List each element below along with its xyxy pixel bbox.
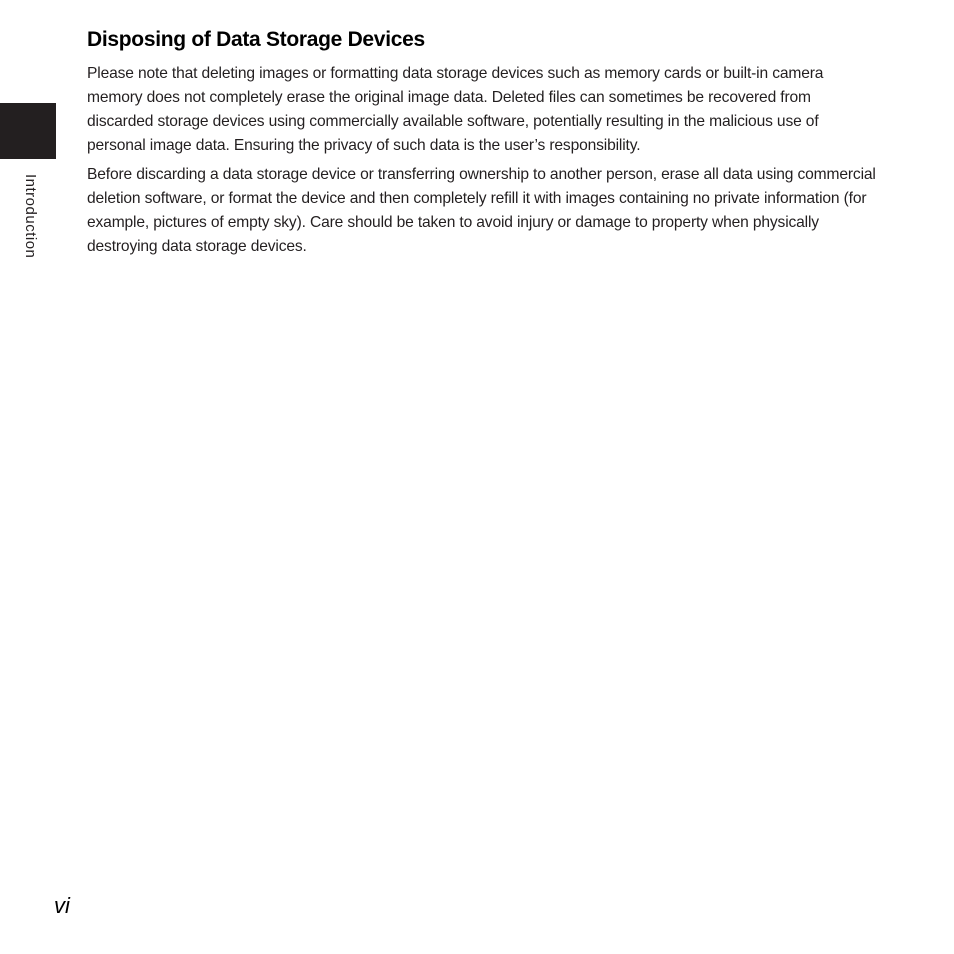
paragraph-privacy-notice: Please note that deleting images or formatting data storage devices such as memory cards or built-in camera memory does not completely erase the original image data. Deleted files can sometimes be recovered from discarded storage devices using commercially available software, potentially resulting in the malicious use of personal image data. Ensuring the privacy of such data is the user’s responsibility. — [87, 65, 824, 154]
section-title: Disposing of Data Storage Devices — [87, 28, 425, 51]
page-number: vi — [54, 893, 70, 918]
main-content — [87, 26, 877, 264]
chapter-tab-label: Introduction — [22, 174, 39, 259]
chapter-tab-marker — [0, 103, 56, 159]
paragraph-disposal-instructions: Before discarding a data storage device or transferring ownership to another person, erase all data using commercial deletion software, or format the device and then completely refill it with images containing no private information (for example, pictures of empty sky). Care should be taken to avoid injury or damage to property when physically destroying data storage devices. — [87, 166, 876, 255]
